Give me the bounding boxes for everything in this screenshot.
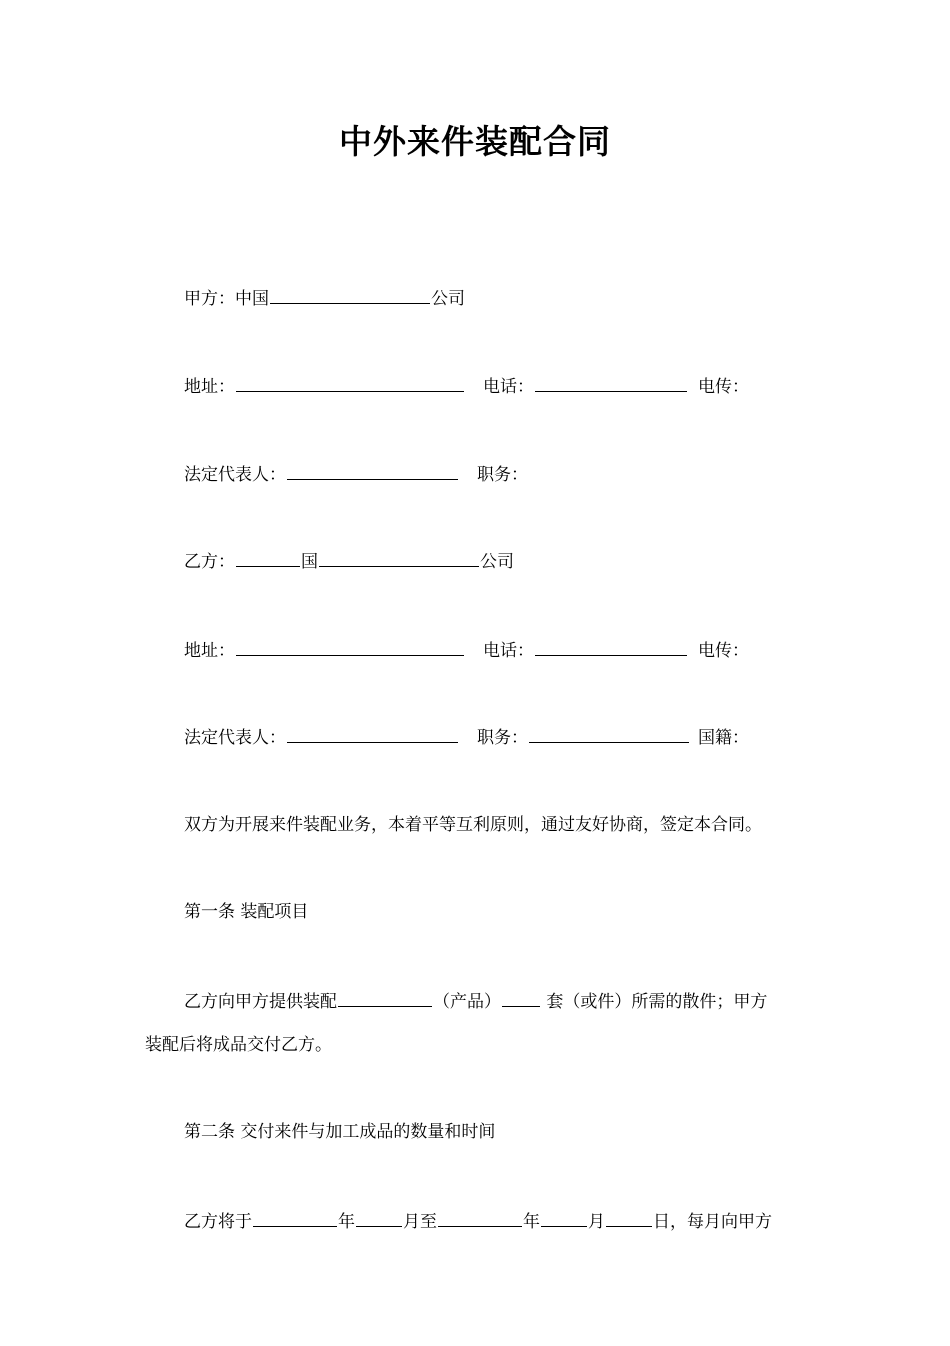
party-b-rep-label: 法定代表人： [184,728,286,748]
party-b-country: 国 [301,552,318,572]
party-a-position-label: 职务： [477,465,528,485]
party-b-address-label: 地址： [184,641,235,661]
party-b-label: 乙方： [184,552,235,572]
article-1-text-line-1 [184,988,767,1014]
party-b-phone-blank[interactable] [535,637,687,656]
article-2-text-line-1 [184,1208,772,1234]
product-name-blank[interactable] [338,988,432,1007]
party-b-address-blank[interactable] [236,637,464,656]
party-a-label: 甲方：中国 [184,289,269,309]
party-b-address-line [184,637,749,663]
document-title: 中外来件装配合同 [339,122,611,161]
party-a-suffix: 公司 [431,289,465,309]
party-a-address-blank[interactable] [236,373,464,392]
article-2-t4: 年 [523,1212,540,1232]
article-1-heading: 第一条 装配项目 [184,902,309,922]
party-b-nationality-label: 国籍： [698,728,749,748]
party-a-address-line [184,373,749,399]
end-month-blank[interactable] [541,1208,587,1227]
start-year-blank[interactable] [253,1208,337,1227]
party-a-phone-label: 电话： [483,377,534,397]
article-2-t1: 乙方将于 [184,1212,252,1232]
party-a-address-label: 地址： [184,377,235,397]
party-a-line [184,285,465,311]
article-1-text-a: 乙方向甲方提供装配 [184,992,337,1012]
article-2-t2: 年 [338,1212,355,1232]
party-a-rep-blank[interactable] [287,461,458,480]
article-1-text-c: 套（或件）所需的散件；甲方 [541,992,768,1012]
preamble: 双方为开展来件装配业务，本着平等互利原则，通过友好协商，签定本合同。 [184,815,762,835]
party-b-suffix: 公司 [480,552,514,572]
end-day-blank[interactable] [606,1208,652,1227]
party-a-name-blank[interactable] [270,285,430,304]
article-2-t5: 月 [588,1212,605,1232]
party-b-fax-label: 电传： [698,641,749,661]
party-a-fax-label: 电传： [698,377,749,397]
party-b-name-blank[interactable] [319,548,479,567]
party-b-position-blank[interactable] [529,724,689,743]
party-b-position-label: 职务： [477,728,528,748]
party-b-line [184,548,514,574]
article-2-t6: 日，每月向甲方 [653,1212,772,1232]
article-1-text-b: （产品） [433,992,501,1012]
start-month-blank[interactable] [356,1208,402,1227]
quantity-blank[interactable] [502,988,540,1007]
party-b-country-blank[interactable] [236,548,300,567]
party-b-phone-label: 电话： [483,641,534,661]
article-2-heading: 第二条 交付来件与加工成品的数量和时间 [184,1122,496,1142]
party-b-rep-blank[interactable] [287,724,458,743]
party-b-rep-line [184,724,749,750]
party-a-rep-line [184,461,528,487]
party-a-phone-blank[interactable] [535,373,687,392]
article-1-text-line-2: 装配后将成品交付乙方。 [145,1035,332,1055]
party-a-rep-label: 法定代表人： [184,465,286,485]
article-2-t3: 月至 [403,1212,437,1232]
end-year-blank[interactable] [438,1208,522,1227]
